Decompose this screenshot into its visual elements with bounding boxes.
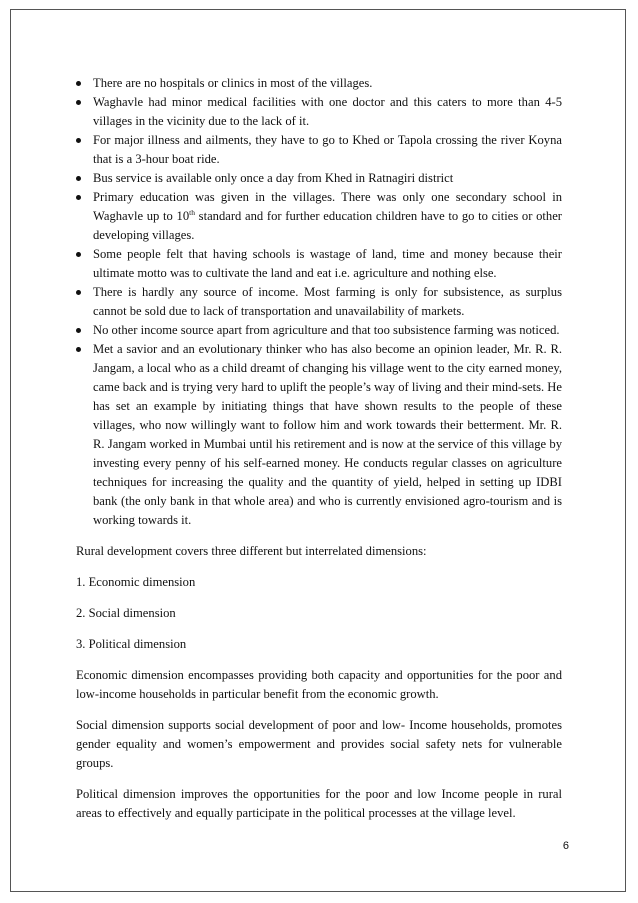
dimension-social: 2. Social dimension bbox=[76, 606, 176, 620]
bullet-text: Some people felt that having schools is wastage of land, time and money because their ultimate motto was to cultivate the land and eat i.e. agriculture and nothing else. bbox=[93, 247, 562, 280]
bullet-icon bbox=[76, 195, 81, 200]
bullet-icon bbox=[76, 328, 81, 333]
bullet-item-schools bbox=[76, 245, 562, 283]
bullet-icon bbox=[76, 100, 81, 105]
bullet-text: Waghavle had minor medical facilities with one doctor and this caters to more than 4-5 villages in the vicinity due to the lack of it. bbox=[93, 95, 562, 128]
bullet-icon bbox=[76, 138, 81, 143]
bullet-text-superscript: th bbox=[189, 207, 195, 217]
intro-paragraph: Rural development covers three different but interrelated dimensions: bbox=[76, 544, 427, 558]
bullet-text: No other income source apart from agriculture and that too subsistence farming was noticed. bbox=[93, 323, 560, 337]
page-content bbox=[76, 74, 562, 823]
bullet-icon bbox=[76, 176, 81, 181]
dimension-political: 3. Political dimension bbox=[76, 637, 187, 651]
bullet-icon bbox=[76, 290, 81, 295]
bullet-item-hospitals bbox=[76, 74, 562, 93]
dimension-economic: 1. Economic dimension bbox=[76, 575, 196, 589]
social-paragraph: Social dimension supports social development of poor and low- Income households, promotes gender equality and women’s empowerment and provides social safety nets for vulnerable groups. bbox=[76, 718, 562, 770]
bullet-text-before: Primary education was given in the villages. There was only one secondary school in Waghavle up to 10 bbox=[93, 190, 562, 223]
bullet-text: There are no hospitals or clinics in most of the villages. bbox=[93, 76, 373, 90]
bullet-text: There is hardly any source of income. Most farming is only for subsistence, as surplus cannot be sold due to lack of transportation and unavailability of markets. bbox=[93, 285, 562, 318]
bullet-text: Bus service is available only once a day from Khed in Ratnagiri district bbox=[93, 171, 454, 185]
bullet-list bbox=[76, 74, 562, 530]
bullet-item-agriculture bbox=[76, 321, 562, 340]
bullet-icon bbox=[76, 81, 81, 86]
bullet-item-medical bbox=[76, 93, 562, 131]
bullet-item-jangam bbox=[76, 340, 562, 530]
bullet-item-education bbox=[76, 188, 562, 245]
bullet-text-after: standard and for further education children have to go to cities or other developing villages. bbox=[93, 209, 562, 242]
bullet-icon bbox=[76, 252, 81, 257]
bullet-item-income bbox=[76, 283, 562, 321]
economic-paragraph: Economic dimension encompasses providing both capacity and opportunities for the poor and low-income households in particular benefit from the economic growth. bbox=[76, 668, 562, 701]
bullet-icon bbox=[76, 347, 81, 352]
bullet-text: For major illness and ailments, they have to go to Khed or Tapola crossing the river Koyna that is a 3-hour boat ride. bbox=[93, 133, 562, 166]
bullet-text: Met a savior and an evolutionary thinker who has also become an opinion leader, Mr. R. R. Jangam, a local who as a child dreamt of changing his village went to the city earned money, came back and is trying very hard to uplift the people’s way of living and their mind-sets. He has set an example by initiating things that have shown results to the people of these villages, who now willingly want to follow him and work towards their betterment. Mr. R. R. Jangam worked in Mumbai until his retirement and is now at the service of this village by investing every penny of his self-earned money. He conducts regular classes on agriculture techniques for increasing the quality and the quantity of yield, helped in setting up IDBI bank (the only bank in that whole area) and who is currently envisioned agro-tourism and is working towards it. bbox=[93, 342, 562, 527]
bullet-item-bus bbox=[76, 169, 562, 188]
bullet-item-illness bbox=[76, 131, 562, 169]
political-paragraph: Political dimension improves the opportunities for the poor and low Income people in rural areas to effectively and equally participate in the political processes at the village level. bbox=[76, 787, 562, 820]
page-number: 6 bbox=[562, 840, 569, 852]
